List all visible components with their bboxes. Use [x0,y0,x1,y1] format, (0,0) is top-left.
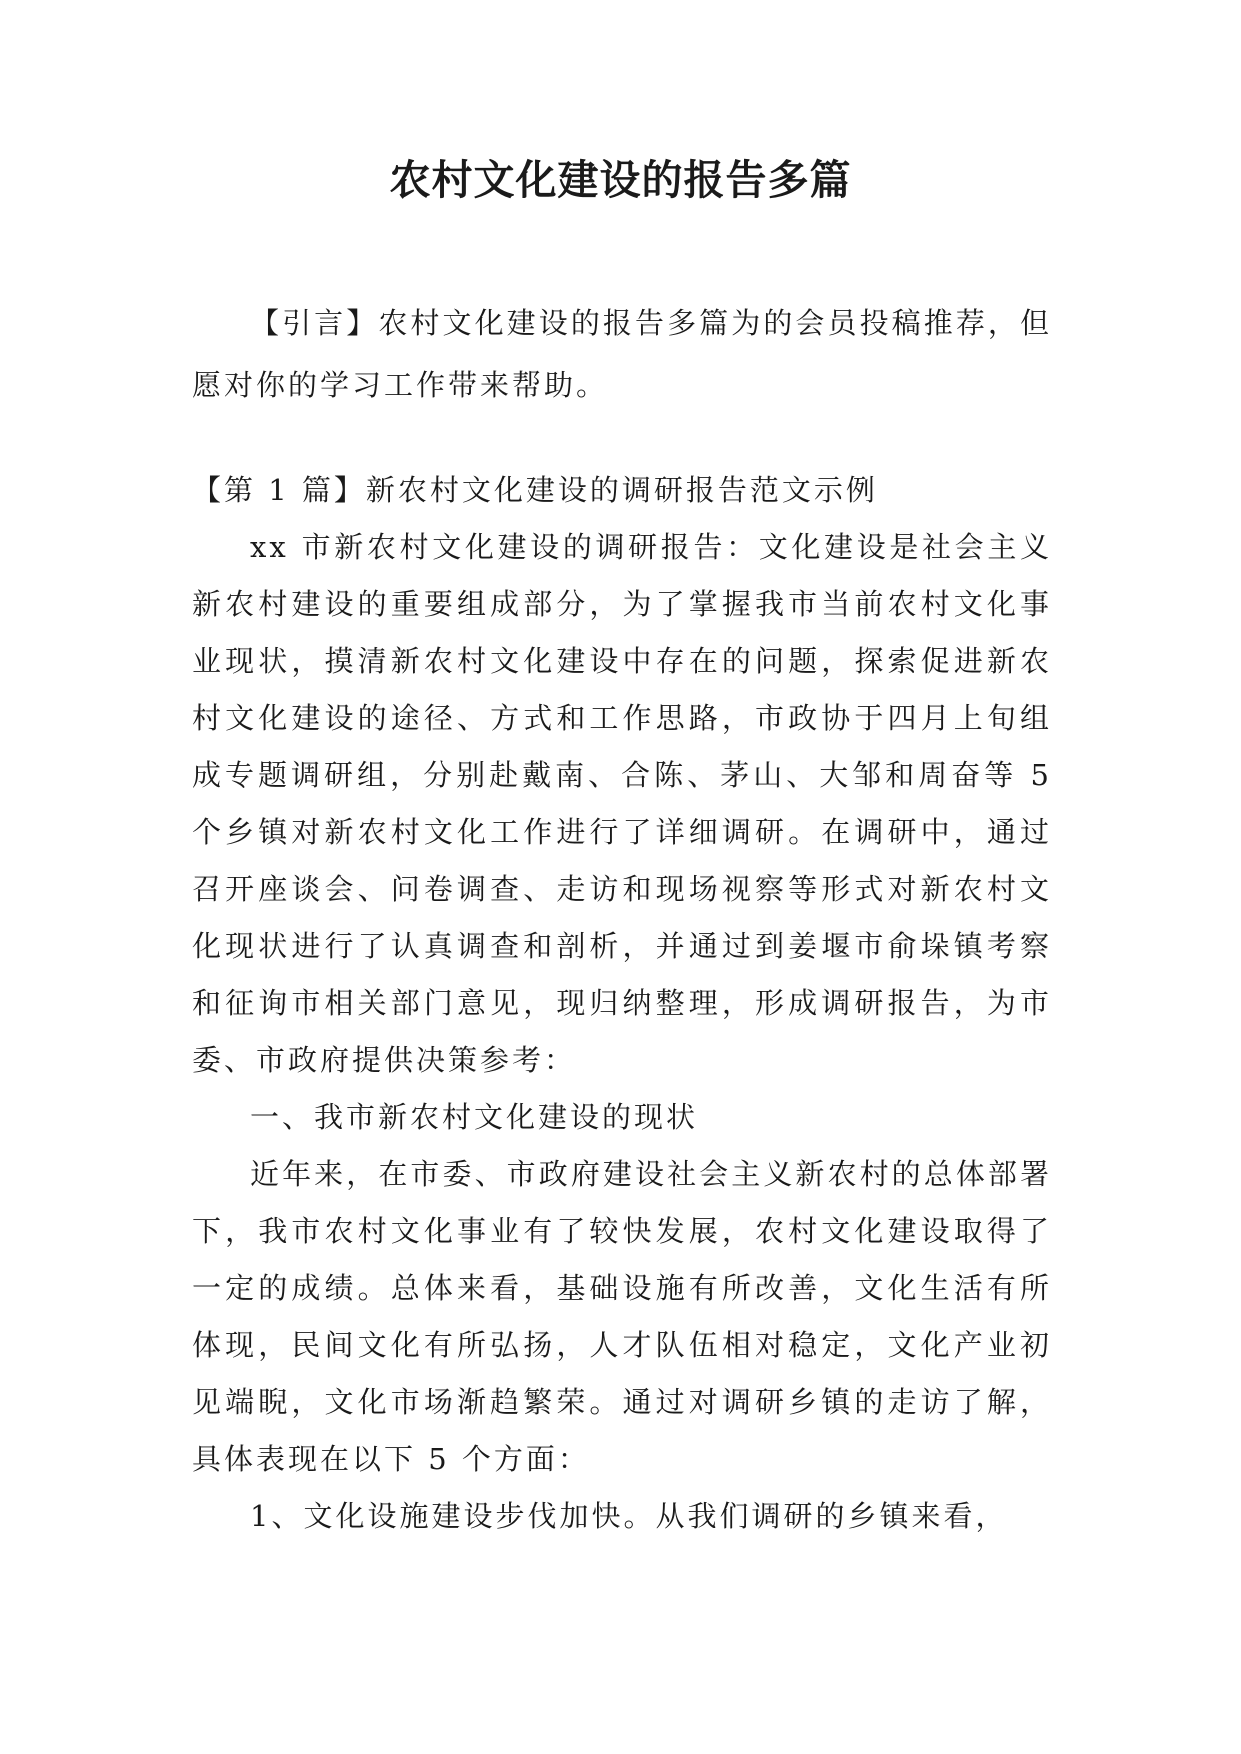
body-paragraph: 近年来，在市委、市政府建设社会主义新农村的总体部署下，我市农村文化事业有了较快发展，农村文化建设取得了一定的成绩。总体来看，基础设施有所改善，文化生活有所体现，民间文化有所弘扬，人才队伍相对稳定，文化产业初见端睨，文化市场渐趋繁荣。通过对调研乡镇的走访了解，具体表现在以下 5 个方面： [192,1157,1052,1476]
article-heading: 【第 1 篇】新农村文化建设的调研报告范文示例 [192,473,878,507]
document-title: 农村文化建设的报告多篇 [389,156,852,204]
intro-block [192,292,1052,416]
section-heading: 一、我市新农村文化建设的现状 [250,1100,699,1134]
intro-paragraph: 【引言】农村文化建设的报告多篇为的会员投稿推荐，但愿对你的学习工作带来帮助。 [192,306,1052,402]
body-paragraph: 1、文化设施建设步伐加快。从我们调研的乡镇来看， [250,1499,1008,1533]
article-section [192,462,1052,1545]
body-paragraph: xx 市新农村文化建设的调研报告：文化建设是社会主义新农村建设的重要组成部分，为了掌握我市当前农村文化事业现状，摸清新农村文化建设中存在的问题，探索促进新农村文化建设的途径、方式和工作思路，市政协于四月上旬组成专题调研组，分别赴戴南、合陈、茅山、大邹和周奋等 5 个乡镇对新农村文化工作进行了详细调研。在调研中，通过召开座谈会、问卷调查、走访和现场视察等形式对新农村文化现状进行了认真调查和剖析，并通过到姜堰市俞垛镇考察和征询市相关部门意见，现归纳整理，形成调研报告，为市委、市政府提供决策参考： [192,530,1052,1077]
